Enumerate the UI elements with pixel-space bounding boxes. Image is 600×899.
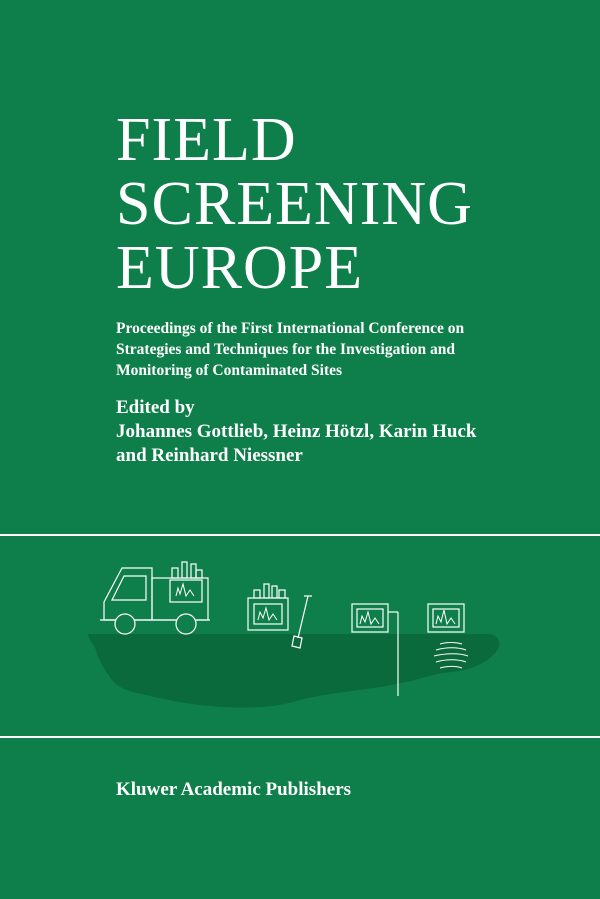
subtitle-line: Strategies and Techniques for the Investigation and: [116, 341, 456, 358]
monitor-icon: [352, 604, 388, 632]
title-line: FIELD: [116, 106, 297, 174]
subtitle-line: Monitoring of Contaminated Sites: [116, 362, 343, 379]
publisher-name: Kluwer Academic Publishers: [116, 779, 352, 800]
monitor-icon: [428, 604, 464, 632]
edited-by-label: Edited by: [116, 397, 195, 418]
book-title: [116, 108, 473, 300]
book-subtitle: [116, 318, 536, 381]
editors-block: [116, 396, 556, 468]
truck-icon: [100, 562, 210, 634]
subtitle-line: Proceedings of the First International Conference on: [116, 320, 465, 337]
instrument-case-icon: [248, 584, 288, 630]
bottom-divider: [0, 736, 600, 738]
title-line: EUROPE: [116, 234, 364, 302]
top-divider: [0, 534, 600, 536]
editor-names: Johannes Gottlieb, Heinz Hötzl, Karin Huck: [116, 421, 477, 442]
editor-names: and Reinhard Niessner: [116, 445, 303, 466]
title-line: SCREENING: [116, 170, 473, 238]
field-screening-illustration: [0, 540, 600, 730]
ground-cross-section: [88, 634, 499, 708]
